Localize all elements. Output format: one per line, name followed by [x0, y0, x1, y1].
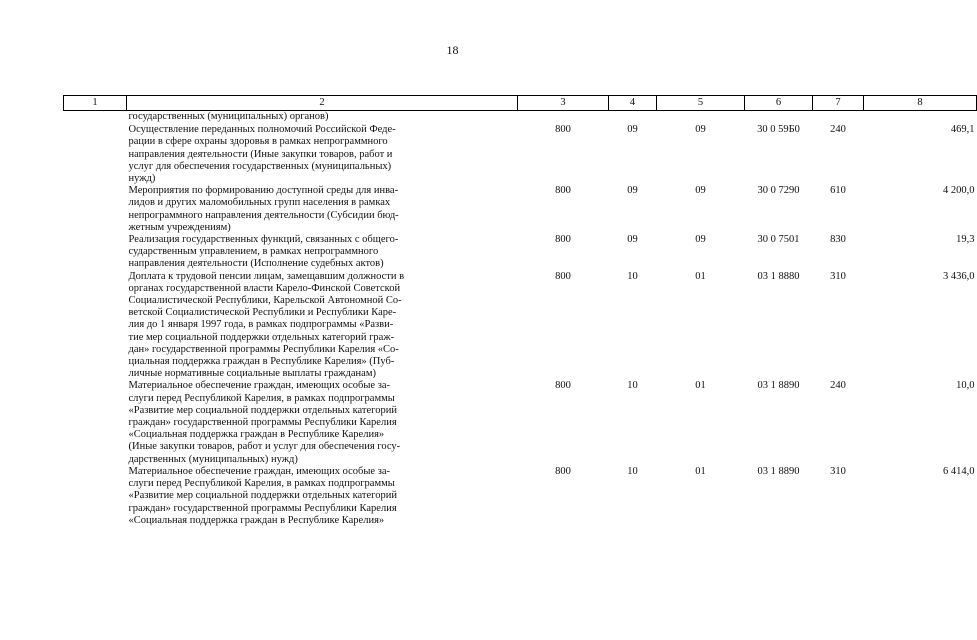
- description-line: «Развитие мер социальной поддержки отдельных категорий: [128, 404, 397, 416]
- description-line: дан» государственной программы Республики Карелия «Со-: [128, 343, 399, 355]
- description-line: «Социальная поддержка граждан в Республике Карелия»: [128, 429, 385, 441]
- row-description: [127, 380, 518, 465]
- section-code: 800: [555, 465, 571, 477]
- description-line: граждан» государственной программы Республики Карелия: [128, 417, 397, 429]
- section-code: 800: [555, 270, 571, 282]
- header-col-5: 5: [657, 96, 745, 111]
- chapter-code: 10: [627, 465, 638, 477]
- row-col-1: [64, 466, 127, 527]
- row-description: [127, 271, 518, 381]
- table-row: [64, 380, 977, 465]
- header-col-4: 4: [609, 96, 657, 111]
- section-code: 800: [555, 185, 571, 197]
- description-line: лидов и других маломобильных групп населения в рамках: [128, 197, 391, 209]
- row-col-1: [64, 185, 127, 234]
- target-article-code: 03 1 8880: [757, 270, 800, 282]
- description-line: Осуществление переданных полномочий Российской Феде-: [128, 124, 396, 136]
- description-line: слуги перед Республикой Карелия, в рамках подпрограммы: [128, 392, 395, 404]
- description-line: Материальное обеспечение граждан, имеющих особые за-: [128, 465, 391, 477]
- header-col-3: 3: [518, 96, 609, 111]
- table-row: [64, 466, 977, 527]
- amount: 4 200,0: [943, 185, 975, 197]
- row-col-1: [64, 234, 127, 271]
- description-line: Реализация государственных функций, связанных с общего-: [128, 234, 399, 246]
- subsection-code: 01: [695, 465, 706, 477]
- header-col-7: 7: [813, 96, 864, 111]
- description-line: «Социальная поддержка граждан в Республике Карелия»: [128, 514, 385, 526]
- description-line: личные нормативные социальные выплаты гражданам): [128, 368, 376, 380]
- target-article-code: 30 0 7501: [757, 234, 800, 246]
- description-line: Социалистической Республики, Карельской Автономной Со-: [128, 295, 402, 307]
- table-body: [64, 111, 977, 527]
- row-description: [127, 234, 518, 271]
- amount: 469,1: [950, 124, 975, 136]
- target-article-code: 03 1 8890: [757, 380, 800, 392]
- description-line: направления деятельности (Исполнение судебных актов): [128, 258, 384, 270]
- description-line: дарственных (муниципальных) нужд): [128, 453, 298, 465]
- subsection-code: 09: [695, 185, 706, 197]
- description-line: «Развитие мер социальной поддержки отдельных категорий: [128, 490, 397, 502]
- description-line: жетным учреждениям): [128, 221, 231, 233]
- row-description: [127, 124, 518, 185]
- description-line: сударственным управлением, в рамках непрограммного: [128, 246, 379, 258]
- expense-type-code: 310: [830, 465, 846, 477]
- header-col-8: 8: [864, 96, 977, 111]
- section-code: 800: [555, 234, 571, 246]
- section-code: 800: [555, 380, 571, 392]
- row-description: [127, 466, 518, 527]
- row-col-1: [64, 124, 127, 185]
- table-row: [64, 234, 977, 271]
- header-col-2: 2: [127, 96, 518, 111]
- amount: 10,0: [956, 380, 975, 392]
- description-line: Мероприятия по формированию доступной среды для инва-: [128, 185, 399, 197]
- row-description: [127, 185, 518, 234]
- expense-type-code: 610: [830, 185, 846, 197]
- header-col-1: 1: [64, 96, 127, 111]
- chapter-code: 09: [627, 185, 638, 197]
- target-article-code: 30 0 7290: [757, 185, 800, 197]
- expense-type-code: 240: [830, 380, 846, 392]
- description-line: органах государственной власти Карело-Финской Советской: [128, 282, 401, 294]
- header-col-6: 6: [745, 96, 813, 111]
- description-line: Материальное обеспечение граждан, имеющих особые за-: [128, 380, 391, 392]
- description-line: направления деятельности (Иные закупки товаров, работ и: [128, 148, 393, 160]
- page-number: 18: [446, 43, 459, 57]
- continuation-row: [64, 111, 977, 125]
- table-row: [64, 185, 977, 234]
- description-line: Доплата к трудовой пенсии лицам, замещавшим должности в: [128, 270, 405, 282]
- subsection-code: 01: [695, 270, 706, 282]
- amount: 6 414,0: [943, 465, 975, 477]
- target-article-code: 03 1 8890: [757, 465, 800, 477]
- description-line: циальная поддержка граждан в Республике Карелия» (Пуб-: [128, 356, 395, 368]
- description-line: услуг для обеспечения государственных (муниципальных): [128, 160, 392, 172]
- description-line: рации в сфере охраны здоровья в рамках непрограммного: [128, 136, 388, 148]
- table-row: [64, 271, 977, 381]
- description-line: ветской Социалистической Республики и Республики Каре-: [128, 307, 397, 319]
- expense-type-code: 830: [830, 234, 846, 246]
- chapter-code: 09: [627, 124, 638, 136]
- row-col-1: [64, 380, 127, 465]
- description-line: (Иные закупки товаров, работ и услуг для обеспечения госу-: [128, 441, 401, 453]
- subsection-code: 01: [695, 380, 706, 392]
- subsection-code: 09: [695, 234, 706, 246]
- expense-type-code: 240: [830, 124, 846, 136]
- amount: 19,3: [956, 234, 975, 246]
- chapter-code: 09: [627, 234, 638, 246]
- table-header: [64, 96, 977, 111]
- row-col-1: [64, 271, 127, 381]
- expense-type-code: 310: [830, 270, 846, 282]
- description-line: слуги перед Республикой Карелия, в рамках подпрограммы: [128, 478, 395, 490]
- section-code: 800: [555, 124, 571, 136]
- budget-table: [63, 95, 977, 527]
- description-line: граждан» государственной программы Республики Карелия: [128, 502, 397, 514]
- chapter-code: 10: [627, 270, 638, 282]
- description-line: нужд): [128, 173, 156, 185]
- target-article-code: 30 0 59Б0: [757, 124, 800, 136]
- amount: 3 436,0: [943, 270, 975, 282]
- subsection-code: 09: [695, 124, 706, 136]
- chapter-code: 10: [627, 380, 638, 392]
- description-line: тие мер социальной поддержки отдельных категорий граж-: [128, 331, 395, 343]
- description-line: непрограммного направления деятельности (Субсидии бюд-: [128, 209, 399, 221]
- description-line: лия до 1 января 1997 года, в рамках подпрограммы «Разви-: [128, 319, 394, 331]
- continuation-text: государственных (муниципальных) органов): [128, 111, 329, 122]
- header-row: [64, 96, 977, 111]
- table-row: [64, 124, 977, 185]
